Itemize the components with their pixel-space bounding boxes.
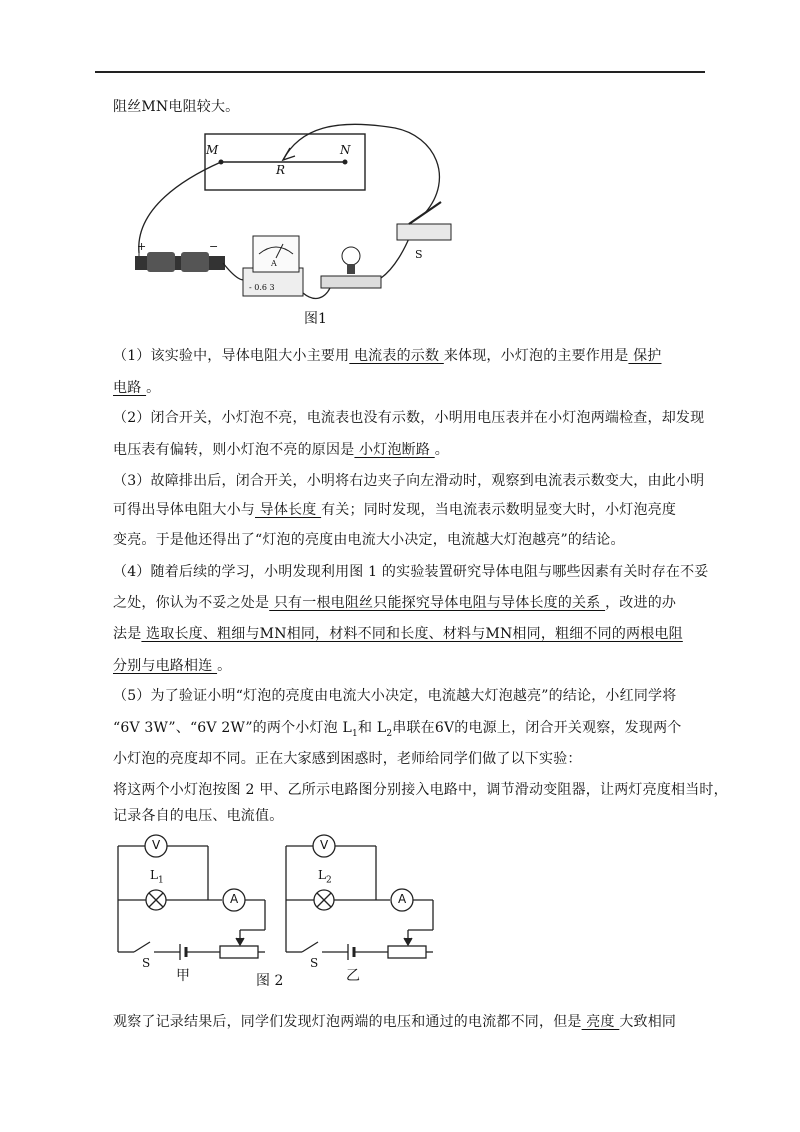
q5-line3: 小灯泡的亮度却不同。正在大家感到困惑时，老师给同学们做了以下实验： <box>113 751 582 767</box>
final-line: 观察了记录结果后，同学们发现灯泡两端的电压和通过的电流都不同，但是 亮度 大致相同 <box>113 1014 677 1030</box>
figure-2-caption: 图 2 <box>256 973 284 989</box>
q3-line3: 变亮。于是他还得出了“灯泡的亮度由电流大小决定，电流越大灯泡越亮”的结论。 <box>113 532 625 548</box>
q2-line2: 电压表有偏转，则小灯泡不亮的原因是 小灯泡断路 。 <box>113 442 449 458</box>
left-switch-label: S <box>142 956 151 970</box>
q3-line1: （3）故障排出后，闭合开关，小明将右边夹子向左滑动时，观察到电流表示数变大，由此小明 <box>113 473 705 489</box>
figure-2 <box>110 832 450 992</box>
circuit-right <box>286 835 433 960</box>
svg-text:- 0.6 3: - 0.6 3 <box>249 283 275 292</box>
ammeter <box>243 236 303 296</box>
label-r: R <box>276 163 286 177</box>
left-lamp-label: $L_1$ <box>150 868 164 886</box>
right-lamp-label: $L_2$ <box>318 868 332 886</box>
left-voltmeter-label: V <box>152 838 161 852</box>
switch <box>397 202 451 261</box>
q4-line4: 分别与电路相连 。 <box>113 658 232 674</box>
bulb-stand <box>321 247 381 288</box>
figure-2-right-label: 乙 <box>346 968 360 984</box>
q5-line5: 记录各自的电压、电流值。 <box>113 808 284 824</box>
q2-line1: （2）闭合开关，小灯泡不亮，电流表也没有示数，小明用电压表并在小灯泡两端检查，却发现 <box>113 410 705 426</box>
q1-line2: 电路 。 <box>113 380 161 396</box>
right-switch-label: S <box>310 956 319 970</box>
svg-text:S: S <box>415 248 423 261</box>
q4-line1: （4）随着后续的学习，小明发现利用图 1 的实验装置研究导体电阻与哪些因素有关时存在不妥 <box>113 564 709 580</box>
svg-text:A: A <box>271 259 277 268</box>
q4-line2: 之处，你认为不妥之处是 只有一根电阻丝只能探究导体电阻与导体长度的关系 ，改进的办 <box>113 595 677 611</box>
q3-line2: 可得出导体电阻大小与 导体长度 有关；同时发现，当电流表示数明显变大时，小灯泡亮度 <box>113 502 677 518</box>
battery-pack <box>135 240 225 272</box>
figure-2-left-label: 甲 <box>176 968 190 984</box>
right-ammeter-label: A <box>398 892 407 906</box>
label-n: N <box>340 143 351 157</box>
figure-1-caption: 图1 <box>304 311 327 327</box>
svg-text:+: + <box>137 240 147 253</box>
q4-line3: 法是 选取长度、粗细与MN相同，材料不同和长度、材料与MN相同，粗细不同的两根电阻 <box>113 626 683 642</box>
figure-1 <box>125 118 465 330</box>
left-ammeter-label: A <box>230 892 239 906</box>
header-rule <box>95 71 705 73</box>
intro-line: 阻丝MN电阻较大。 <box>113 99 240 115</box>
q5-line4: 将这两个小灯泡按图 2 甲、乙所示电路图分别接入电路中，调节滑动变阻器，让两灯亮度相当时， <box>113 782 728 798</box>
q1-line1: （1）该实验中，导体电阻大小主要用 电流表的示数 来体现，小灯泡的主要作用是 保护 <box>113 348 662 364</box>
label-m: M <box>206 143 219 157</box>
circuit-left <box>118 835 265 960</box>
q5-line2: “6V 3W”、“6V 2W”的两个小灯泡 $L_1$和 $L_2$串联在6V的电源上，闭合开关观察，发现两个 <box>113 720 682 739</box>
right-voltmeter-label: V <box>320 838 329 852</box>
svg-text:−: − <box>209 240 219 253</box>
q5-line1: （5）为了验证小明“灯泡的亮度由电流大小决定，电流越大灯泡越亮”的结论，小红同学将 <box>113 688 677 704</box>
